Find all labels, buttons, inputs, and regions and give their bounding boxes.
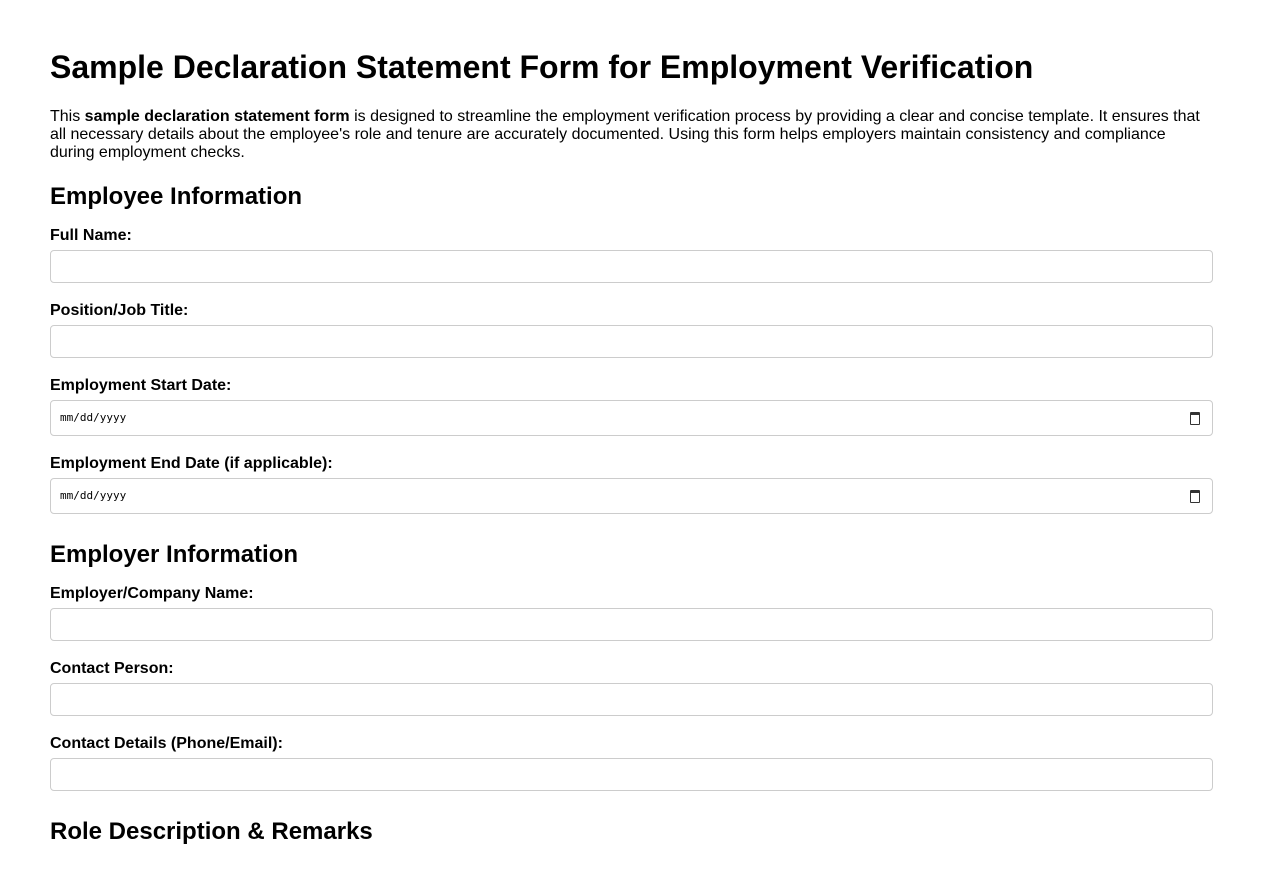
end-date-label: Employment End Date (if applicable): xyxy=(50,455,333,472)
position-input[interactable] xyxy=(50,325,1213,358)
full-name-label: Full Name: xyxy=(50,227,132,244)
remarks-section-heading: Role Description & Remarks xyxy=(50,818,373,845)
start-date-placeholder: mm/dd/yyyy xyxy=(60,411,127,424)
end-date-field xyxy=(50,455,1213,514)
contact-details-input[interactable] xyxy=(50,758,1213,791)
company-input[interactable] xyxy=(50,608,1213,641)
calendar-icon[interactable] xyxy=(1190,490,1200,503)
position-field xyxy=(50,302,1213,358)
contact-details-field xyxy=(50,735,1213,791)
full-name-input[interactable] xyxy=(50,250,1213,283)
intro-text: This xyxy=(50,108,85,125)
full-name-field xyxy=(50,227,1213,283)
contact-details-label: Contact Details (Phone/Email): xyxy=(50,735,283,752)
contact-person-input[interactable] xyxy=(50,683,1213,716)
intro-bold-text: sample declaration statement form xyxy=(84,108,350,125)
employer-section-heading: Employer Information xyxy=(50,541,299,568)
calendar-icon[interactable] xyxy=(1190,412,1200,425)
company-label: Employer/Company Name: xyxy=(50,585,254,602)
employee-section-heading: Employee Information xyxy=(50,183,303,210)
start-date-label: Employment Start Date: xyxy=(50,377,232,394)
page-title: Sample Declaration Statement Form for Employment Verification xyxy=(50,49,1034,85)
start-date-input[interactable] xyxy=(50,400,1213,436)
intro-text-rest: is designed to streamline the employment verification process by providing a clear and concise template. It ensures that all necessary details about the employee's role and tenure are accurately documented. Using this form helps employers maintain consistency and compliance during employment checks. xyxy=(50,108,1200,161)
position-label: Position/Job Title: xyxy=(50,302,189,319)
start-date-field xyxy=(50,377,1213,436)
end-date-input[interactable] xyxy=(50,478,1213,514)
end-date-placeholder: mm/dd/yyyy xyxy=(60,489,127,502)
contact-person-label: Contact Person: xyxy=(50,660,174,677)
intro-paragraph xyxy=(50,108,1213,162)
contact-person-field xyxy=(50,660,1213,716)
company-field xyxy=(50,585,1213,641)
